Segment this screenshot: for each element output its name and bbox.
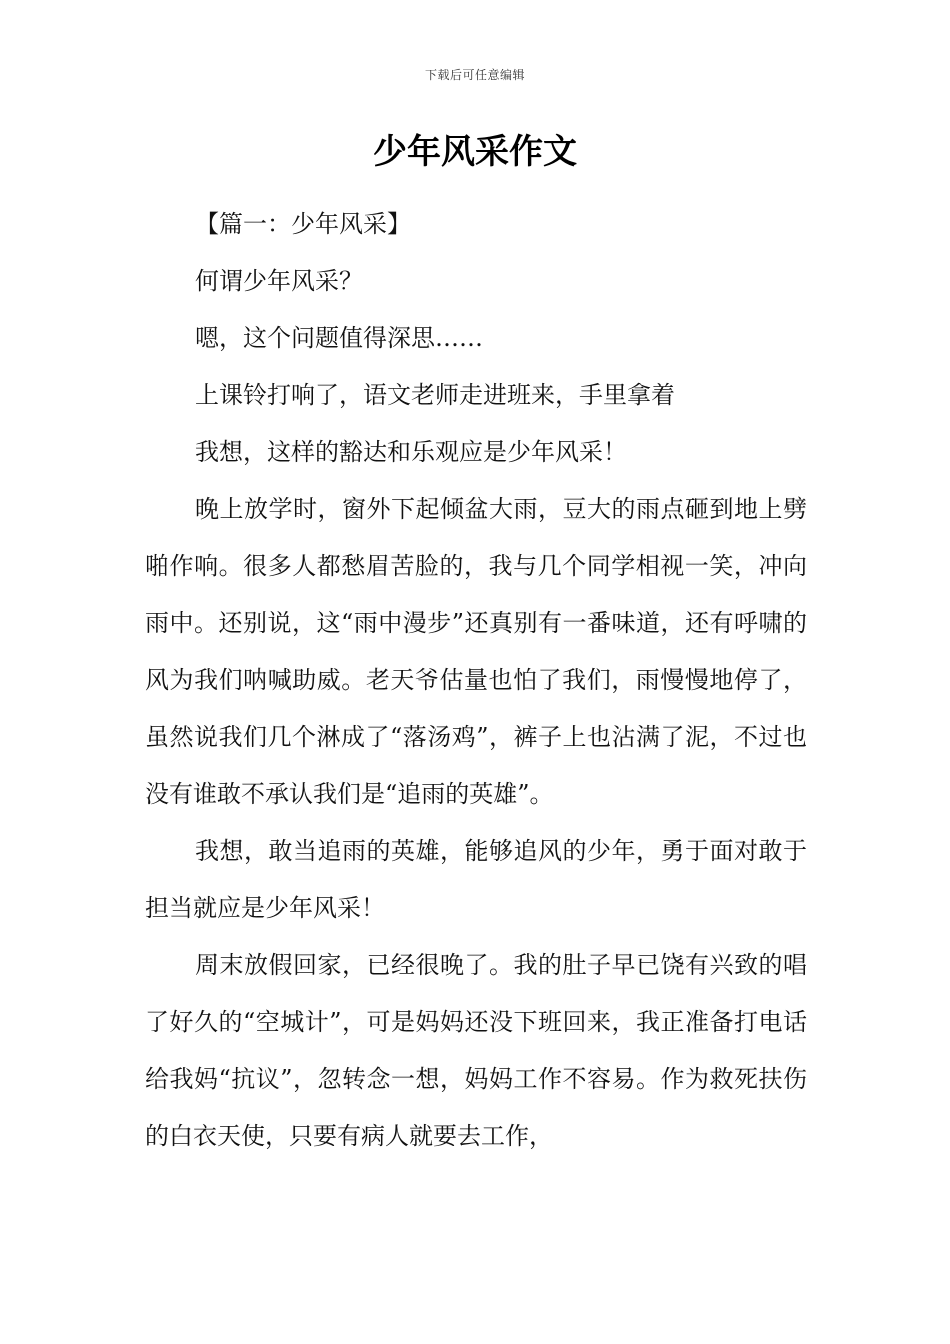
header-note: 下载后可任意编辑 (424, 68, 525, 82)
paragraph: 我想，这样的豁达和乐观应是少年风采！ (195, 438, 627, 466)
paragraph: 晚上放学时，窗外下起倾盆大雨，豆大的雨点砸到地上劈啪作响。很多人都愁眉苦脸的，我与几个同学相视一笑，冲向雨中。还别说，这“雨中漫步”还真别有一番味道，还有呼啸的风为我们呐喊助威。老天爷估量也怕了我们，雨慢慢地停了，虽然说我们几个淋成了“落汤鸡”，裤子上也沾满了泥，不过也没有谁敢不承认我们是“追雨的英雄”。 (145, 495, 807, 808)
section-heading: 【篇一：少年风采】 (195, 210, 411, 238)
document-title: 少年风采作文 (373, 132, 577, 172)
paragraph: 何谓少年风采？ (195, 267, 363, 295)
paragraph: 我想，敢当追雨的英雄，能够追风的少年，勇于面对敢于担当就应是少年风采！ (145, 837, 807, 922)
paragraph: 上课铃打响了，语文老师走进班来，手里拿着 (195, 381, 675, 409)
paragraph: 周末放假回家，已经很晚了。我的肚子早已饶有兴致的唱了好久的“空城计”，可是妈妈还没下班回来，我正准备打电话给我妈“抗议”，忽转念一想，妈妈工作不容易。作为救死扶伤的白衣天使，只要有病人就要去工作， (145, 951, 807, 1150)
paragraph: 嗯，这个问题值得深思…… (195, 324, 483, 352)
article-body (145, 196, 807, 1165)
